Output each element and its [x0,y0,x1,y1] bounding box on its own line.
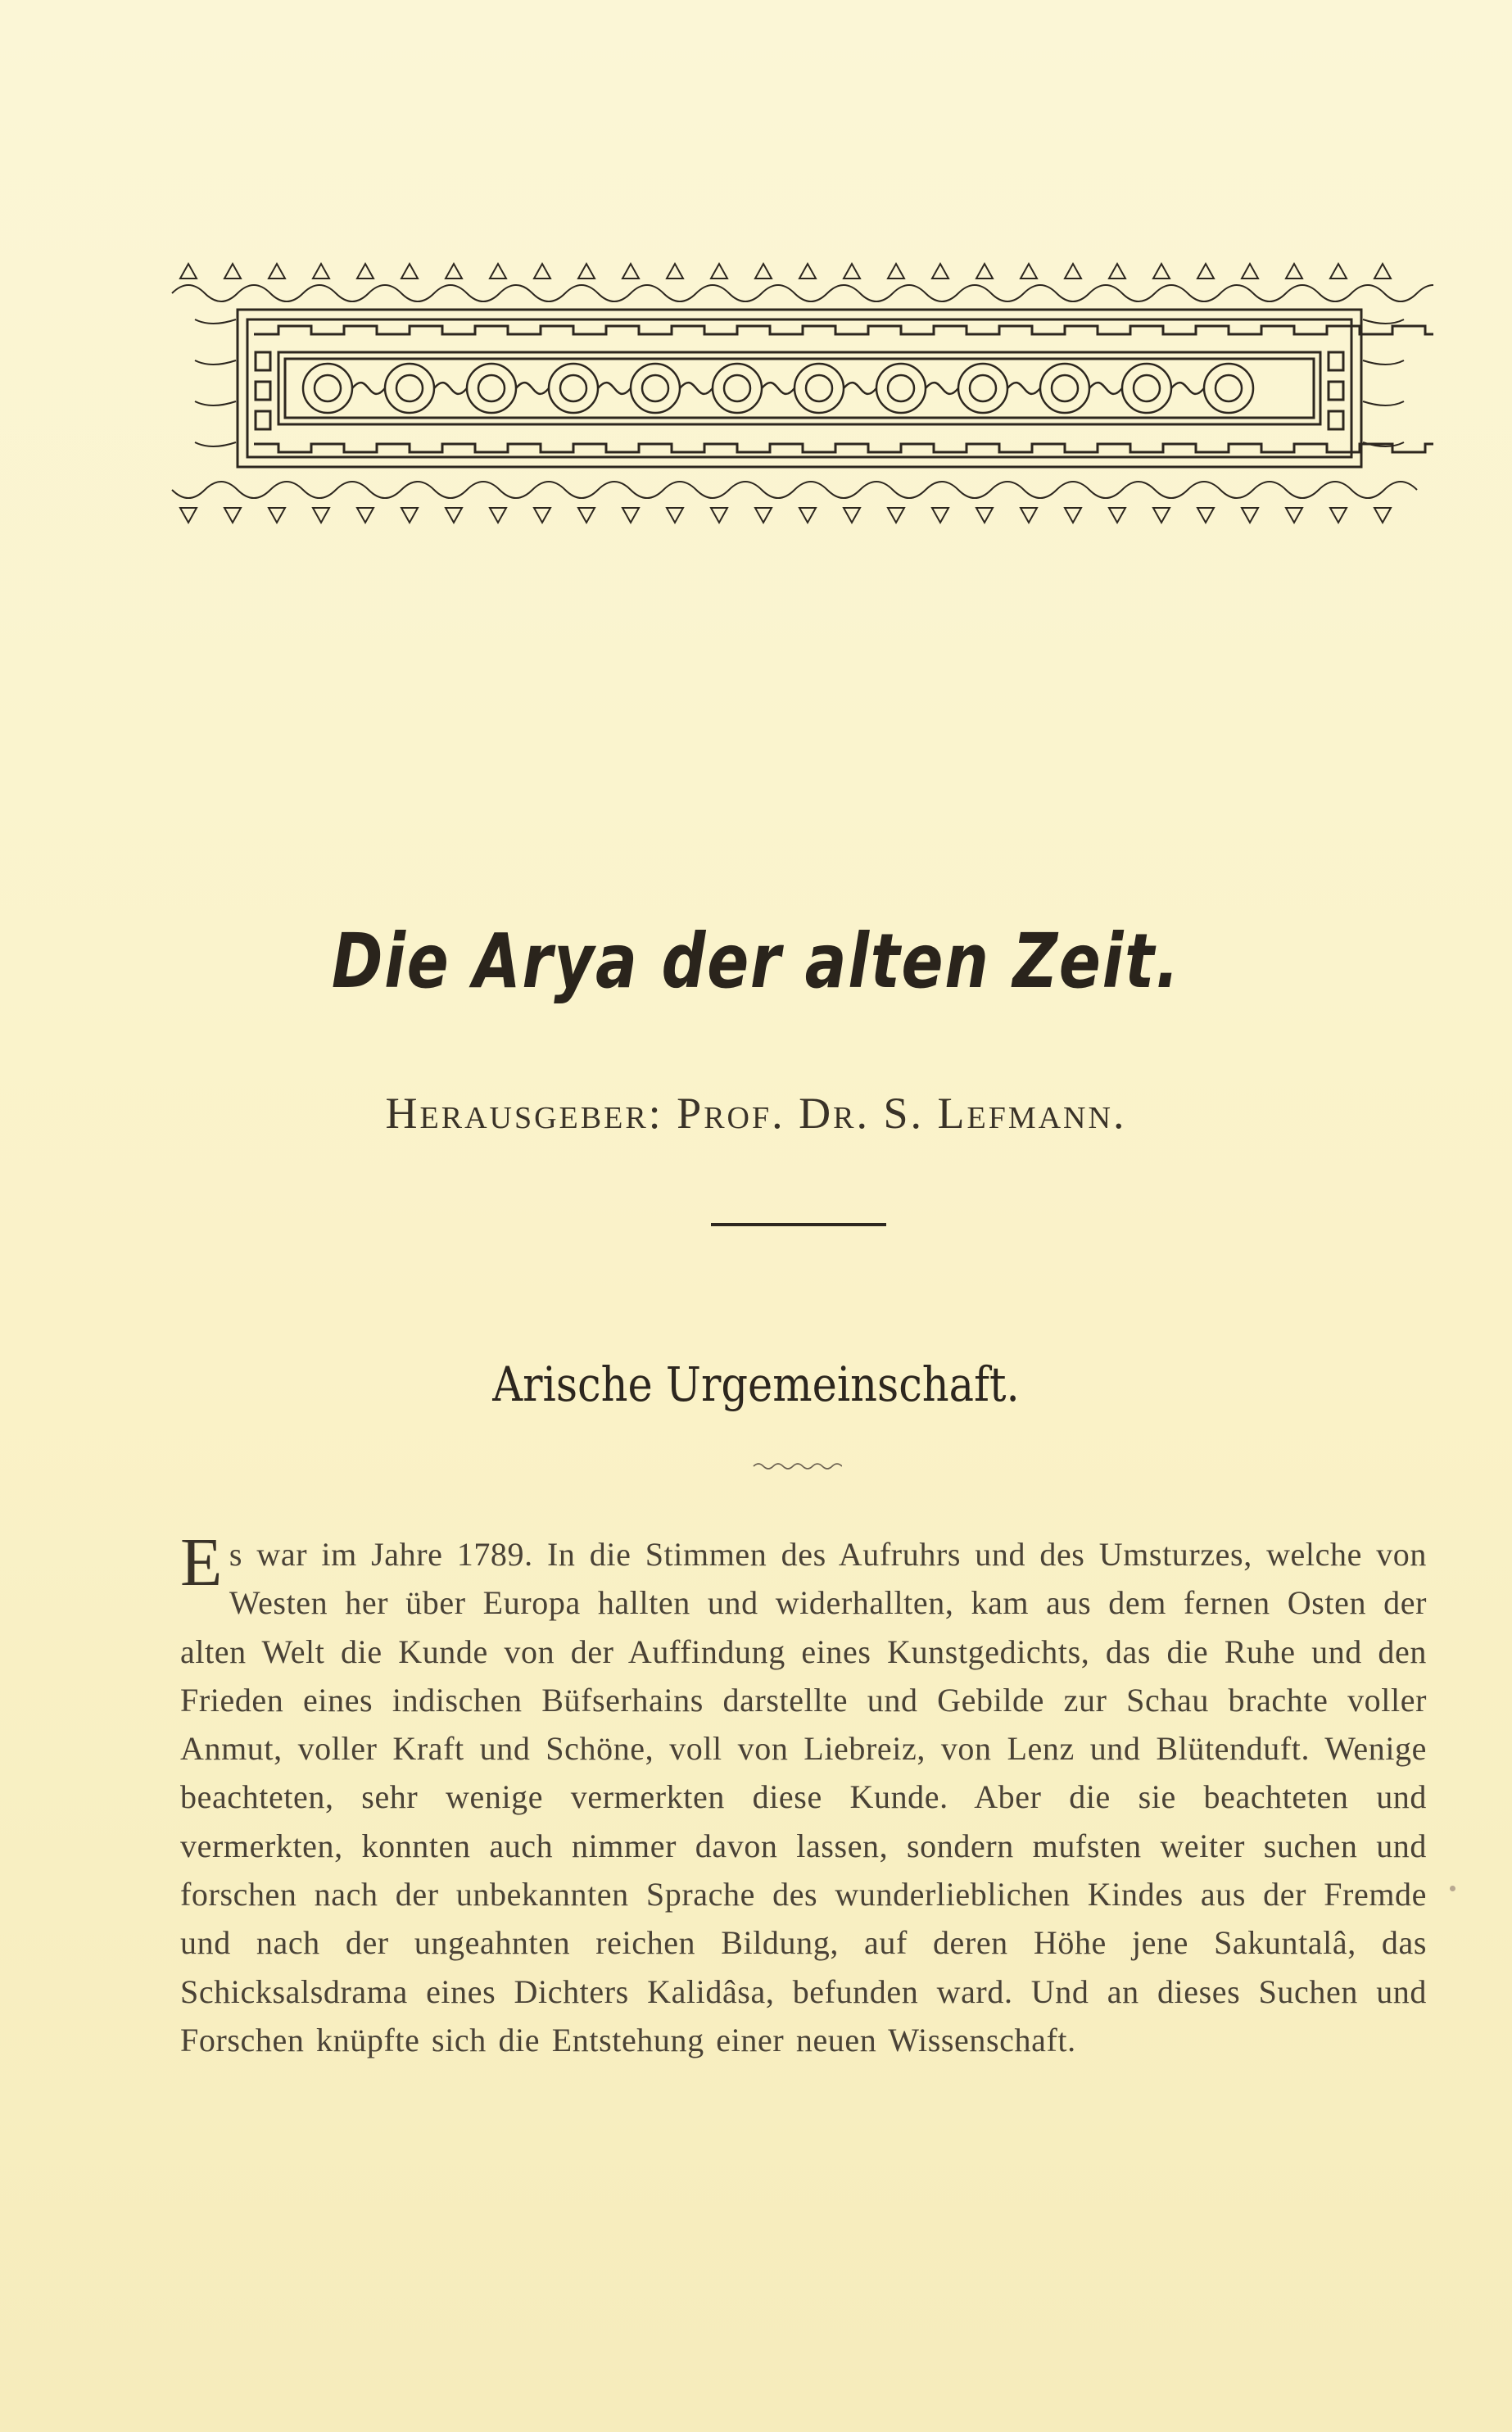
squiggle-ornament [752,1460,842,1471]
body-paragraph [180,1524,1427,2064]
section-heading: Arische Urgemeinschaft. [492,1356,1020,1412]
drop-cap: E [180,1524,223,1601]
ornamental-header-border [164,229,1433,557]
horizontal-rule [711,1223,886,1226]
paragraph-text: s war im Jahre 1789. In die Stimmen des Aufruhrs und des Umsturzes, welche von Westen her über Europa hallten und widerhallten, kam aus dem fernen Osten der alten Welt die Kunde von der Auffindung eines Kunstgedichts, das die Ruhe und den Frieden eines indischen Büfserhains darstellte und Gebilde zur Schau brachte voller Anmut, voller Kraft und Schöne, voll von Liebreiz, von Lenz und Blütenduft. Wenige beachteten, sehr wenige vermerkten diese Kunde. Aber die sie beachteten und vermerkten, konnten auch nimmer davon lassen, sondern mufsten weiter suchen und forschen nach der unbekannten Sprache des wunderlieblichen Kindes aus der Fremde und nach der ungeahnten reichen Bildung, auf deren Höhe jene Sakuntalâ, das Schicksalsdrama eines Dichters Kalidâsa, befunden ward. Und an dieses Suchen und Forschen knüpfte sich die Entstehung einer neuen Wissenschaft. [180,1536,1427,2058]
editor-line: Herausgeber: Prof. Dr. S. Lefmann. [385,1089,1127,1138]
page-title: Die Arya der alten Zeit. [331,917,1181,1005]
margin-dot [1450,1886,1455,1891]
